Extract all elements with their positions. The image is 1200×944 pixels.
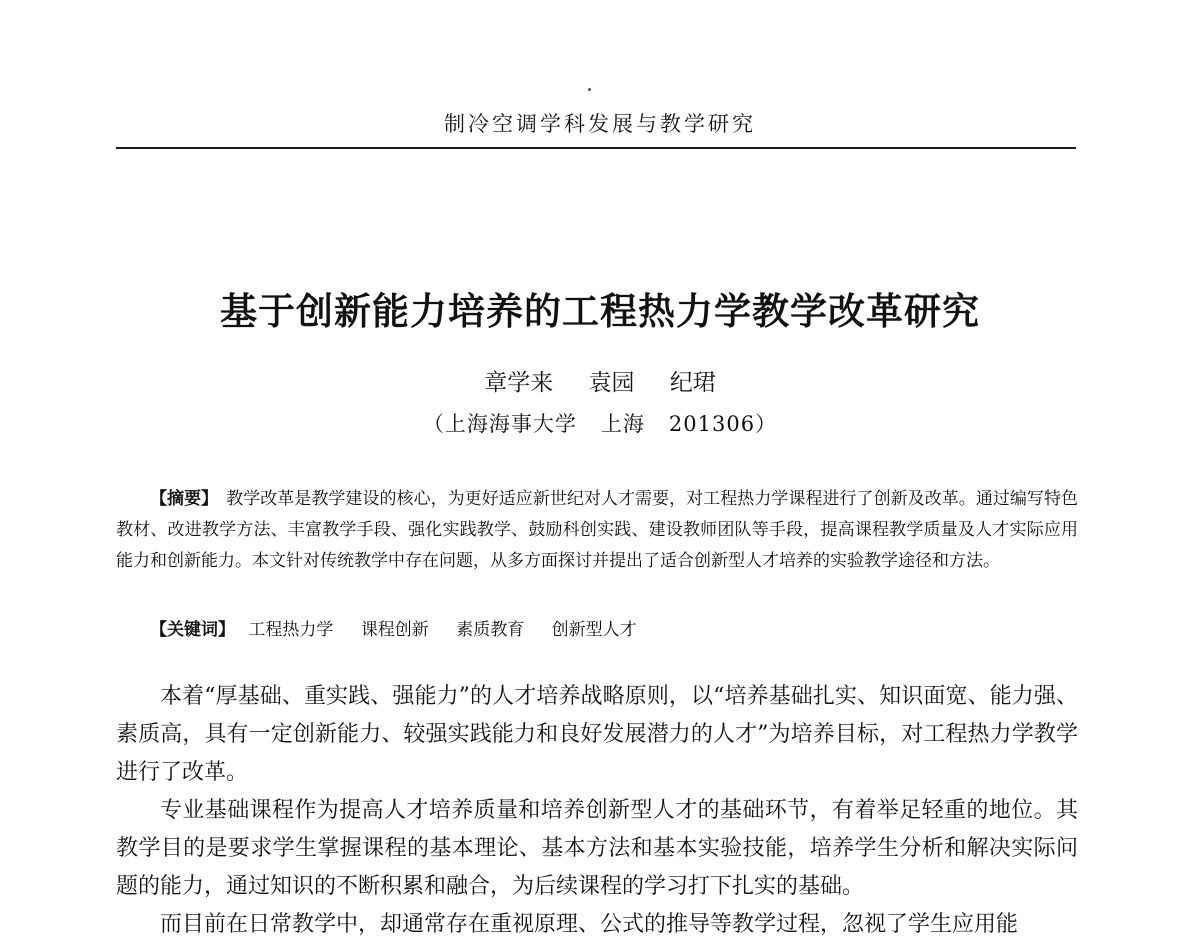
- scan-speck: [588, 88, 591, 91]
- author-name: 纪珺: [669, 370, 716, 396]
- header-rule: [116, 147, 1076, 149]
- author-list: [0, 364, 1200, 397]
- keyword: 素质教育: [456, 620, 525, 640]
- keyword: 创新型人才: [551, 620, 637, 640]
- body-paragraph: 本着“厚基础、重实践、强能力”的人才培养战略原则，以“培养基础扎实、知识面宽、能力强、素质高，具有一定创新能力、较强实践能力和良好发展潜力的人才”为培养目标，对工程热力学教学进行了改革。: [116, 684, 1078, 785]
- body-paragraph: 专业基础课程作为提高人才培养质量和培养创新型人才的基础环节，有着举足轻重的地位。其教学目的是要求学生掌握课程的基本理论、基本方法和基本实验技能，培养学生分析和解决实际问题的能力，通过知识的不断积累和融合，为后续课程的学习打下扎实的基础。: [116, 798, 1078, 899]
- affiliation-open-paren: （: [422, 412, 445, 436]
- affiliation-city: 上海: [600, 412, 645, 436]
- author-name: 袁园: [588, 370, 635, 396]
- author-name: 章学来: [484, 370, 554, 396]
- abstract-text: 教学改革是教学建设的核心，为更好适应新世纪对人才需要，对工程热力学课程进行了创新及改革。通过编写特色教材、改进教学方法、丰富教学手段、强化实践教学、鼓励科创实践、建设教师团队等手段，提高课程教学质量及人才实际应用能力和创新能力。本文针对传统教学中存在问题，从多方面探讨并提出了适合创新型人才培养的实验教学途径和方法。: [116, 489, 1079, 571]
- affiliation-close-paren: ）: [755, 412, 778, 436]
- affiliation: [0, 408, 1200, 438]
- affiliation-postcode: 201306: [668, 412, 756, 436]
- affiliation-university: 上海海事大学: [444, 412, 577, 436]
- abstract: [116, 484, 1078, 577]
- keyword: 课程创新: [360, 620, 429, 640]
- keywords: [150, 615, 1078, 646]
- abstract-label: 【摘要】: [150, 489, 219, 509]
- keyword: 工程热力学: [248, 620, 334, 640]
- running-header: 制冷空调学科发展与教学研究: [444, 112, 756, 136]
- body-paragraph: 而目前在日常教学中，却通常存在重视原理、公式的推导等教学过程，忽视了学生应用能: [160, 912, 1019, 937]
- keywords-label: 【关键词】: [150, 620, 235, 640]
- body-text: [116, 678, 1078, 944]
- paper-title: 基于创新能力培养的工程热力学教学改革研究: [220, 290, 980, 333]
